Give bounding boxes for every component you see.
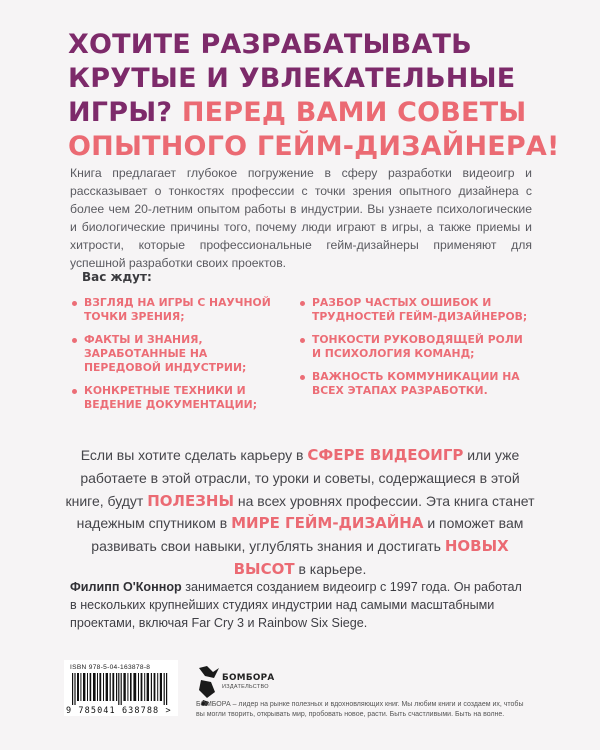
career-text: Если вы хотите сделать карьеру в — [80, 447, 308, 463]
career-text: в карьере. — [294, 560, 367, 577]
career-highlight: НОВЫХ ВЫСОТ — [233, 537, 509, 578]
career-text: или уже работаете в этой отрасли, то уроки и советы, содержащиеся в этой книге, будут — [65, 447, 520, 509]
headline-line-4: ОПЫТНОГО ГЕЙМ-ДИЗАЙНЕРА! — [68, 131, 560, 162]
bullet-item — [72, 296, 277, 324]
bullet-text: КОНКРЕТНЫЕ ТЕХНИКИ И ВЕДЕНИЕ ДОКУМЕНТАЦИИ; — [84, 384, 258, 411]
bullet-text: ФАКТЫ И ЗНАНИЯ, ЗАРАБОТАННЫЕ НА ПЕРЕДОВОЙ ИНДУСТРИИ; — [84, 333, 247, 374]
headline-line-3b: ПЕРЕД ВАМИ СОВЕТЫ — [181, 97, 527, 128]
publisher-description: БОМБОРА – лидер на рынке полезных и вдохновляющих книг. Мы любим книги и создаем их, чтобы вы могли творить, открывать мир, пробовать новое, расти. Быть счастливыми. Быть на волне. — [196, 701, 524, 718]
headline-line-3a: ИГРЫ? — [68, 97, 173, 128]
intro-paragraph: Книга предлагает глубокое погружение в сферу разработки видеоигр и рассказывает о тонкостях профессии с точки зрения опытного дизайнера с более чем 20-летним опытом работы в индустрии. Вы узнаете психологические и биологические причины того, почему люди играют в игры, а также приемы и хитрости, которые профессиональные гейм-дизайнеры применяют для успешной разработки своих проектов. — [70, 166, 532, 270]
headline-line-1: ХОТИТЕ РАЗРАБАТЫВАТЬ — [68, 29, 472, 60]
isbn-number: ISBN 978-5-04-163878-8 — [70, 664, 151, 671]
career-paragraph — [62, 444, 538, 581]
author-name: Филипп О'Коннор — [70, 580, 182, 594]
bullet-text: ТОНКОСТИ РУКОВОДЯЩЕЙ РОЛИ И ПСИХОЛОГИЯ КОМАНД; — [312, 333, 523, 360]
bullet-text: ВАЖНОСТЬ КОММУНИКАЦИИ НА ВСЕХ ЭТАПАХ РАЗРАБОТКИ. — [312, 370, 520, 397]
career-highlight: СФЕРЕ ВИДЕОИГР — [307, 446, 464, 464]
barcode-digits: 9 785041 638788 > — [66, 706, 172, 716]
bullet-dot-icon — [72, 389, 77, 394]
headline — [68, 28, 568, 164]
career-highlight: МИРЕ ГЕЙМ-ДИЗАЙНА — [231, 514, 424, 533]
headline-line-2: КРУТЫЕ И УВЛЕКАТЕЛЬНЫЕ — [68, 63, 516, 94]
bullet-item — [300, 333, 535, 361]
bullet-text: ВЗГЛЯД НА ИГРЫ С НАУЧНОЙ ТОЧКИ ЗРЕНИЯ; — [84, 296, 271, 323]
author-bio — [70, 578, 530, 632]
bullet-dot-icon — [300, 375, 305, 380]
bullet-dot-icon — [72, 338, 77, 343]
barcode — [64, 660, 178, 716]
bullet-text: РАЗБОР ЧАСТЫХ ОШИБОК И ТРУДНОСТЕЙ ГЕЙМ-ДИЗАЙНЕРОВ; — [312, 296, 528, 323]
bullet-list-right — [300, 296, 535, 407]
expect-title: Вас ждут: — [82, 270, 152, 284]
bullet-list-left — [72, 296, 277, 421]
bullet-dot-icon — [72, 301, 77, 306]
bullet-item — [72, 384, 277, 412]
career-highlight: ПОЛЕЗНЫ — [147, 491, 234, 510]
bullet-item — [72, 333, 277, 375]
bullet-item — [300, 296, 535, 324]
author-text: занимается созданием видеоигр с 1997 года. Он работал в нескольких крупнейших студиях индустрии над самыми масштабными проектами, включая Far Cry 3 и Rainbow Six Siege. — [70, 580, 522, 630]
publisher-name: БОМБОРА — [222, 673, 275, 683]
bullet-dot-icon — [300, 301, 305, 306]
career-text: на всех уровнях профессии. Эта книга станет надежным спутником в — [76, 492, 535, 532]
bullet-item — [300, 370, 535, 398]
publisher-subtitle: ИЗДАТЕЛЬСТВО — [222, 684, 269, 690]
barcode-bars — [72, 673, 170, 705]
career-text: и поможет вам развивать свои навыки, углублять знания и достигать — [91, 515, 524, 555]
bullet-dot-icon — [300, 338, 305, 343]
